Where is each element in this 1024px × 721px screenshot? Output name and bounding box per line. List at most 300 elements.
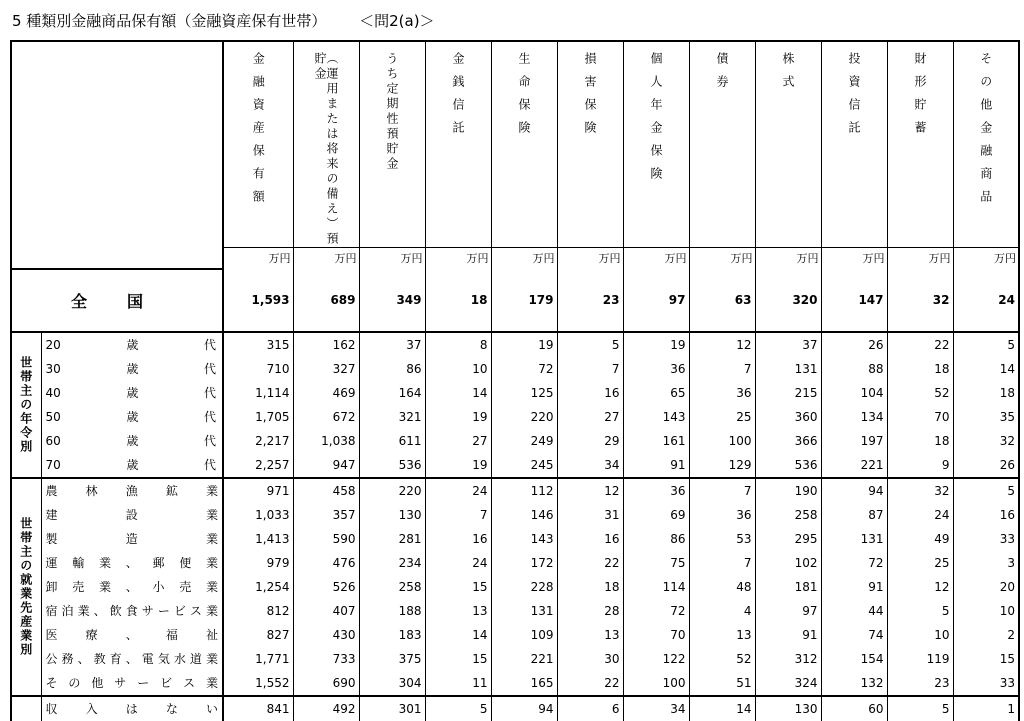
row-label-text: 公務、教育、電気水道業 xyxy=(45,652,218,666)
table-row xyxy=(11,647,1019,671)
row-label-text: 卸売業、小売業 xyxy=(45,580,218,594)
row-label-part: 歳 xyxy=(126,458,139,472)
unit-label: 万円 xyxy=(690,247,755,269)
value-text: 245 xyxy=(530,458,554,472)
value-cell xyxy=(755,332,821,357)
value-cell xyxy=(425,575,491,599)
value-cell xyxy=(821,381,887,405)
value-cell xyxy=(425,453,491,478)
row-label-part: 代 xyxy=(203,458,216,472)
header-label-c2: （運用または将来の備え）預貯金 xyxy=(313,52,339,247)
value-cell xyxy=(491,527,557,551)
value-text: 1,552 xyxy=(255,676,290,690)
value-text: 979 xyxy=(266,556,290,570)
value-text: 75 xyxy=(670,556,686,570)
value-cell xyxy=(887,429,953,453)
value-cell xyxy=(689,478,755,503)
row-label xyxy=(41,429,223,453)
row-label xyxy=(41,527,223,551)
value-text: 109 xyxy=(530,628,554,642)
value-text: 100 xyxy=(662,676,686,690)
value-cell xyxy=(293,696,359,721)
value-cell xyxy=(755,429,821,453)
value-cell xyxy=(557,623,623,647)
value-text: 5 xyxy=(611,338,620,352)
value-cell xyxy=(623,503,689,527)
total-value-text: 147 xyxy=(858,293,884,307)
value-text: 526 xyxy=(332,580,356,594)
value-text: 536 xyxy=(398,458,422,472)
value-cell xyxy=(755,623,821,647)
value-cell xyxy=(491,405,557,429)
value-cell xyxy=(623,599,689,623)
unit-label: 万円 xyxy=(558,247,623,269)
value-text: 234 xyxy=(398,556,422,570)
value-text: 130 xyxy=(794,702,818,716)
value-cell xyxy=(953,551,1019,575)
value-text: 94 xyxy=(868,484,884,498)
value-cell xyxy=(425,381,491,405)
value-cell xyxy=(359,599,425,623)
table-row xyxy=(11,405,1019,429)
value-cell xyxy=(425,527,491,551)
value-cell xyxy=(223,332,293,357)
group-label-text: 世帯主の年令別 xyxy=(18,356,33,454)
value-text: 2,217 xyxy=(255,434,290,448)
value-text: 86 xyxy=(406,362,422,376)
total-value xyxy=(623,269,689,332)
value-text: 197 xyxy=(860,434,884,448)
value-cell xyxy=(953,332,1019,357)
value-cell xyxy=(953,453,1019,478)
value-text: 24 xyxy=(472,556,488,570)
value-text: 37 xyxy=(802,338,818,352)
value-text: 2 xyxy=(1007,628,1015,642)
value-cell xyxy=(293,503,359,527)
value-text: 52 xyxy=(934,386,950,400)
group-label xyxy=(11,696,41,721)
value-cell xyxy=(755,381,821,405)
value-cell xyxy=(821,696,887,721)
value-cell xyxy=(359,332,425,357)
value-cell xyxy=(359,551,425,575)
unit-label: 万円 xyxy=(360,247,425,269)
value-cell xyxy=(953,503,1019,527)
value-cell xyxy=(359,647,425,671)
value-text: 221 xyxy=(530,652,554,666)
value-cell xyxy=(223,357,293,381)
value-cell xyxy=(887,453,953,478)
unit-label: 万円 xyxy=(888,247,953,269)
value-text: 710 xyxy=(266,362,290,376)
value-cell xyxy=(689,332,755,357)
value-text: 19 xyxy=(670,338,686,352)
value-text: 611 xyxy=(398,434,422,448)
value-cell xyxy=(425,647,491,671)
value-text: 1,033 xyxy=(255,508,290,522)
row-label-text: 農林漁鉱業 xyxy=(45,484,218,498)
value-cell xyxy=(293,357,359,381)
total-value xyxy=(223,269,293,332)
value-cell xyxy=(425,599,491,623)
value-text: 10 xyxy=(934,628,950,642)
value-text: 220 xyxy=(530,410,554,424)
value-cell xyxy=(491,478,557,503)
value-text: 15 xyxy=(472,580,488,594)
value-cell xyxy=(623,405,689,429)
row-label xyxy=(41,405,223,429)
row-label-text: 宿泊業、飲食サービス業 xyxy=(45,604,218,618)
value-cell xyxy=(821,527,887,551)
value-text: 258 xyxy=(794,508,818,522)
header-c4 xyxy=(491,41,557,269)
row-label-part: 歳 xyxy=(126,410,139,424)
value-cell xyxy=(821,647,887,671)
value-text: 102 xyxy=(794,556,818,570)
value-text: 16 xyxy=(999,508,1015,522)
value-cell xyxy=(293,671,359,696)
value-cell xyxy=(887,357,953,381)
value-text: 827 xyxy=(266,628,290,642)
value-text: 161 xyxy=(662,434,686,448)
value-text: 28 xyxy=(604,604,620,618)
value-cell xyxy=(755,527,821,551)
table-row xyxy=(11,381,1019,405)
value-text: 18 xyxy=(934,434,950,448)
row-label-text: 収入はない xyxy=(45,702,218,716)
value-cell xyxy=(293,623,359,647)
value-text: 31 xyxy=(604,508,620,522)
row-label xyxy=(41,332,223,357)
value-text: 812 xyxy=(266,604,290,618)
value-text: 458 xyxy=(332,484,356,498)
value-text: 112 xyxy=(530,484,554,498)
value-text: 15 xyxy=(472,652,488,666)
value-text: 87 xyxy=(868,508,884,522)
value-cell xyxy=(425,623,491,647)
value-text: 33 xyxy=(999,532,1015,546)
row-label-text: その他サービス業 xyxy=(45,676,218,690)
value-cell xyxy=(689,647,755,671)
value-text: 65 xyxy=(670,386,686,400)
total-value-text: 179 xyxy=(528,293,554,307)
row-label-text: 製造業 xyxy=(45,532,218,546)
value-text: 301 xyxy=(398,702,422,716)
value-text: 22 xyxy=(604,556,620,570)
value-text: 430 xyxy=(332,628,356,642)
value-cell xyxy=(821,405,887,429)
total-value-text: 32 xyxy=(932,293,950,307)
table-row xyxy=(11,696,1019,721)
value-cell xyxy=(755,357,821,381)
total-value xyxy=(887,269,953,332)
value-text: 7 xyxy=(743,484,752,498)
value-cell xyxy=(293,453,359,478)
value-cell xyxy=(223,478,293,503)
value-text: 19 xyxy=(538,338,554,352)
value-cell xyxy=(223,453,293,478)
value-text: 16 xyxy=(604,386,620,400)
row-label xyxy=(41,599,223,623)
value-cell xyxy=(223,429,293,453)
value-text: 97 xyxy=(802,604,818,618)
table-row xyxy=(11,575,1019,599)
value-cell xyxy=(953,527,1019,551)
value-cell xyxy=(953,381,1019,405)
total-value-text: 18 xyxy=(470,293,488,307)
value-text: 18 xyxy=(604,580,620,594)
value-cell xyxy=(689,623,755,647)
row-label-part: 20 xyxy=(45,338,61,352)
corner-cell xyxy=(11,41,223,269)
value-cell xyxy=(491,599,557,623)
value-text: 407 xyxy=(332,604,356,618)
value-cell xyxy=(887,696,953,721)
header-label-c8: 株式 xyxy=(781,52,795,98)
page-title xyxy=(12,10,435,31)
header-label-c3: 金銭信託 xyxy=(451,52,465,144)
value-text: 154 xyxy=(860,652,884,666)
value-text: 26 xyxy=(868,338,884,352)
total-value-text: 349 xyxy=(396,293,422,307)
value-cell xyxy=(887,478,953,503)
value-text: 14 xyxy=(736,702,752,716)
unit-label: 万円 xyxy=(822,247,887,269)
value-cell xyxy=(755,599,821,623)
table-row xyxy=(11,429,1019,453)
value-text: 15 xyxy=(999,652,1015,666)
value-text: 119 xyxy=(926,652,950,666)
value-text: 131 xyxy=(530,604,554,618)
value-cell xyxy=(293,429,359,453)
value-cell xyxy=(425,671,491,696)
value-cell xyxy=(755,405,821,429)
value-text: 36 xyxy=(670,362,686,376)
total-value-text: 1,593 xyxy=(251,293,290,307)
value-cell xyxy=(689,405,755,429)
value-cell xyxy=(293,599,359,623)
value-cell xyxy=(623,647,689,671)
row-label-part: 50 xyxy=(45,410,61,424)
value-text: 10 xyxy=(472,362,488,376)
value-text: 11 xyxy=(472,676,488,690)
value-cell xyxy=(755,696,821,721)
unit-label: 万円 xyxy=(224,247,293,269)
value-text: 357 xyxy=(332,508,356,522)
value-text: 1,254 xyxy=(255,580,290,594)
header-c2 xyxy=(293,41,359,269)
value-text: 5 xyxy=(941,702,950,716)
value-text: 36 xyxy=(670,484,686,498)
value-cell xyxy=(689,503,755,527)
row-label-part: 代 xyxy=(203,338,216,352)
value-text: 281 xyxy=(398,532,422,546)
value-text: 188 xyxy=(398,604,422,618)
value-text: 94 xyxy=(538,702,554,716)
value-cell xyxy=(293,332,359,357)
value-text: 26 xyxy=(999,458,1015,472)
header-c11 xyxy=(953,41,1019,269)
value-cell xyxy=(491,647,557,671)
value-text: 327 xyxy=(332,362,356,376)
value-text: 1 xyxy=(1007,702,1015,716)
financial-assets-table xyxy=(10,40,1020,721)
value-text: 16 xyxy=(472,532,488,546)
value-cell xyxy=(491,381,557,405)
total-value xyxy=(821,269,887,332)
value-text: 51 xyxy=(736,676,752,690)
row-label-part: 歳 xyxy=(126,338,139,352)
value-text: 221 xyxy=(860,458,884,472)
value-cell xyxy=(359,503,425,527)
unit-label: 万円 xyxy=(426,247,491,269)
value-text: 72 xyxy=(670,604,686,618)
table-row xyxy=(11,453,1019,478)
row-label xyxy=(41,503,223,527)
unit-label: 万円 xyxy=(624,247,689,269)
row-label-part: 代 xyxy=(203,434,216,448)
value-cell xyxy=(359,357,425,381)
value-text: 91 xyxy=(868,580,884,594)
value-cell xyxy=(821,357,887,381)
value-cell xyxy=(887,405,953,429)
value-text: 5 xyxy=(479,702,488,716)
value-text: 37 xyxy=(406,338,422,352)
value-text: 146 xyxy=(530,508,554,522)
value-text: 312 xyxy=(794,652,818,666)
value-text: 32 xyxy=(934,484,950,498)
row-label-text: 医療、福祉 xyxy=(45,628,218,642)
value-text: 12 xyxy=(934,580,950,594)
value-text: 841 xyxy=(266,702,290,716)
value-text: 24 xyxy=(934,508,950,522)
value-text: 1,114 xyxy=(255,386,290,400)
value-text: 34 xyxy=(604,458,620,472)
value-cell xyxy=(623,623,689,647)
value-cell xyxy=(557,332,623,357)
value-text: 30 xyxy=(604,652,620,666)
header-c5 xyxy=(557,41,623,269)
value-text: 27 xyxy=(604,410,620,424)
value-cell xyxy=(689,357,755,381)
value-cell xyxy=(359,671,425,696)
row-label-text: 建設業 xyxy=(45,508,218,522)
value-cell xyxy=(557,357,623,381)
value-text: 5 xyxy=(941,604,950,618)
value-cell xyxy=(953,575,1019,599)
total-value xyxy=(755,269,821,332)
value-text: 70 xyxy=(670,628,686,642)
value-cell xyxy=(359,696,425,721)
value-cell xyxy=(689,575,755,599)
value-cell xyxy=(557,575,623,599)
value-text: 33 xyxy=(999,676,1015,690)
value-cell xyxy=(293,647,359,671)
table-row xyxy=(11,551,1019,575)
value-text: 134 xyxy=(860,410,884,424)
title-main: 5 種類別金融商品保有額（金融資産保有世帯） xyxy=(12,12,327,30)
value-text: 36 xyxy=(736,386,752,400)
value-cell xyxy=(887,647,953,671)
value-text: 91 xyxy=(802,628,818,642)
value-text: 48 xyxy=(736,580,752,594)
row-label xyxy=(41,551,223,575)
header-label-c2_sub: うち定期性預貯金 xyxy=(385,52,399,172)
value-cell xyxy=(557,599,623,623)
value-text: 91 xyxy=(670,458,686,472)
value-text: 183 xyxy=(398,628,422,642)
value-cell xyxy=(821,671,887,696)
total-value xyxy=(557,269,623,332)
value-cell xyxy=(223,381,293,405)
row-label xyxy=(41,381,223,405)
value-text: 9 xyxy=(941,458,950,472)
value-text: 228 xyxy=(530,580,554,594)
value-text: 74 xyxy=(868,628,884,642)
header-label-c9: 投資信託 xyxy=(847,52,861,144)
row-label-part: 40 xyxy=(45,386,61,400)
value-text: 13 xyxy=(604,628,620,642)
value-cell xyxy=(425,357,491,381)
value-text: 143 xyxy=(662,410,686,424)
value-cell xyxy=(491,332,557,357)
header-c7 xyxy=(689,41,755,269)
value-text: 44 xyxy=(868,604,884,618)
value-cell xyxy=(491,696,557,721)
value-cell xyxy=(359,478,425,503)
value-cell xyxy=(689,671,755,696)
value-cell xyxy=(491,575,557,599)
value-text: 36 xyxy=(736,508,752,522)
header-c6 xyxy=(623,41,689,269)
value-text: 100 xyxy=(728,434,752,448)
value-cell xyxy=(623,671,689,696)
value-text: 12 xyxy=(736,338,752,352)
value-cell xyxy=(223,527,293,551)
value-cell xyxy=(953,478,1019,503)
value-cell xyxy=(425,478,491,503)
value-cell xyxy=(293,575,359,599)
value-cell xyxy=(887,623,953,647)
value-cell xyxy=(425,503,491,527)
value-cell xyxy=(623,332,689,357)
value-cell xyxy=(557,527,623,551)
value-text: 7 xyxy=(743,556,752,570)
value-text: 13 xyxy=(472,604,488,618)
value-cell xyxy=(623,551,689,575)
value-text: 249 xyxy=(530,434,554,448)
total-value-text: 24 xyxy=(998,293,1015,307)
value-cell xyxy=(425,332,491,357)
value-text: 49 xyxy=(934,532,950,546)
value-cell xyxy=(887,671,953,696)
value-cell xyxy=(953,671,1019,696)
value-cell xyxy=(953,623,1019,647)
row-label xyxy=(41,453,223,478)
value-cell xyxy=(887,551,953,575)
value-text: 35 xyxy=(999,410,1015,424)
total-value-text: 689 xyxy=(330,293,356,307)
value-text: 125 xyxy=(530,386,554,400)
value-text: 492 xyxy=(332,702,356,716)
value-cell xyxy=(821,599,887,623)
value-text: 321 xyxy=(398,410,422,424)
value-text: 5 xyxy=(1007,484,1015,498)
value-cell xyxy=(557,503,623,527)
value-cell xyxy=(821,575,887,599)
value-text: 88 xyxy=(868,362,884,376)
value-cell xyxy=(821,429,887,453)
